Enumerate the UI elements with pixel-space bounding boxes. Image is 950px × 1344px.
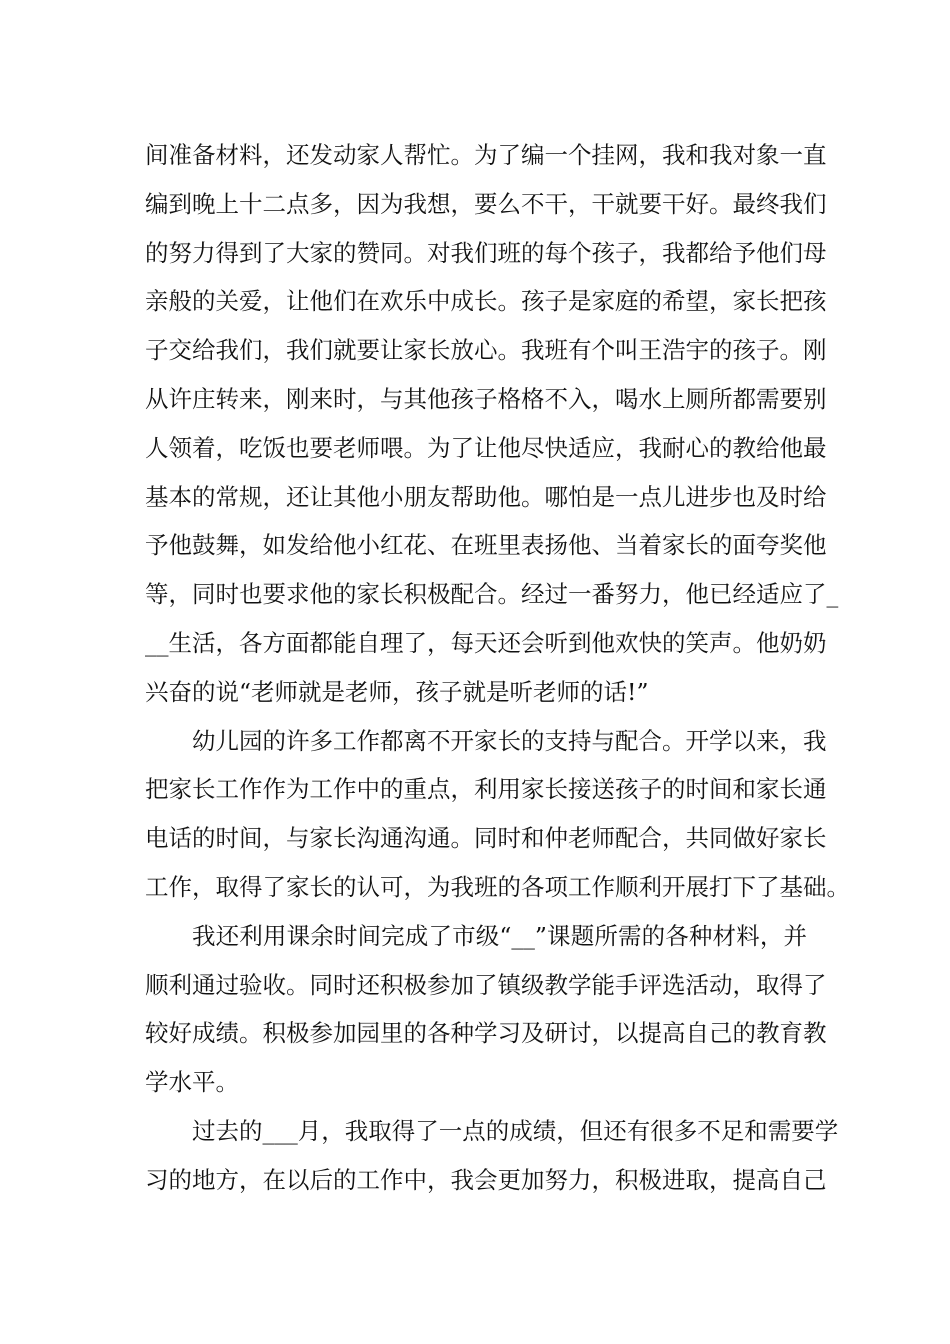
text-line: 顺利通过验收。同时还积极参加了镇级教学能手评选活动，取得了 xyxy=(145,970,827,999)
text-line: __生活，各方面都能自理了，每天还会听到他欢快的笑声。他奶奶 xyxy=(145,628,827,657)
text-line: 电话的时间，与家长沟通沟通。同时和仲老师配合，共同做好家长 xyxy=(145,824,827,853)
text-line: 把家长工作作为工作中的重点，利用家长接送孩子的时间和家长通 xyxy=(145,775,827,804)
text-line: 亲般的关爱，让他们在欢乐中成长。孩子是家庭的希望，家长把孩 xyxy=(145,287,827,316)
text-line: 等，同时也要求他的家长积极配合。经过一番努力，他已经适应了_ xyxy=(145,580,839,609)
paragraph-first-line: 过去的___月，我取得了一点的成绩，但还有很多不足和需要学 xyxy=(192,1116,839,1145)
text-line: 编到晚上十二点多，因为我想，要么不干，干就要干好。最终我们 xyxy=(145,189,827,218)
text-line: 工作，取得了家长的认可，为我班的各项工作顺利开展打下了基础。 xyxy=(145,872,850,901)
paragraph-first-line: 幼儿园的许多工作都离不开家长的支持与配合。开学以来，我 xyxy=(192,726,827,755)
text-line: 基本的常规，还让其他小朋友帮助他。哪怕是一点儿进步也及时给 xyxy=(145,482,827,511)
text-line: 子交给我们，我们就要让家长放心。我班有个叫王浩宇的孩子。刚 xyxy=(145,336,827,365)
text-line: 习的地方，在以后的工作中，我会更加努力，积极进取，提高自己 xyxy=(145,1165,827,1194)
paragraph-first-line: 我还利用课余时间完成了市级“__”课题所需的各种材料，并 xyxy=(192,921,807,950)
text-line: 兴奋的说“老师就是老师，孩子就是听老师的话!” xyxy=(145,677,649,706)
text-line: 的努力得到了大家的赞同。对我们班的每个孩子，我都给予他们母 xyxy=(145,238,827,267)
text-line: 较好成绩。积极参加园里的各种学习及研讨，以提高自己的教育教 xyxy=(145,1019,827,1048)
text-line: 学水平。 xyxy=(145,1068,239,1097)
text-line: 人领着，吃饭也要老师喂。为了让他尽快适应，我耐心的教给他最 xyxy=(145,433,827,462)
text-line: 间准备材料，还发动家人帮忙。为了编一个挂网，我和我对象一直 xyxy=(145,141,827,169)
document-body xyxy=(145,131,850,1205)
text-line: 从许庄转来，刚来时，与其他孩子格格不入，喝水上厕所都需要别 xyxy=(145,384,827,413)
text-line: 予他鼓舞，如发给他小红花、在班里表扬他、当着家长的面夸奖他 xyxy=(145,531,827,560)
